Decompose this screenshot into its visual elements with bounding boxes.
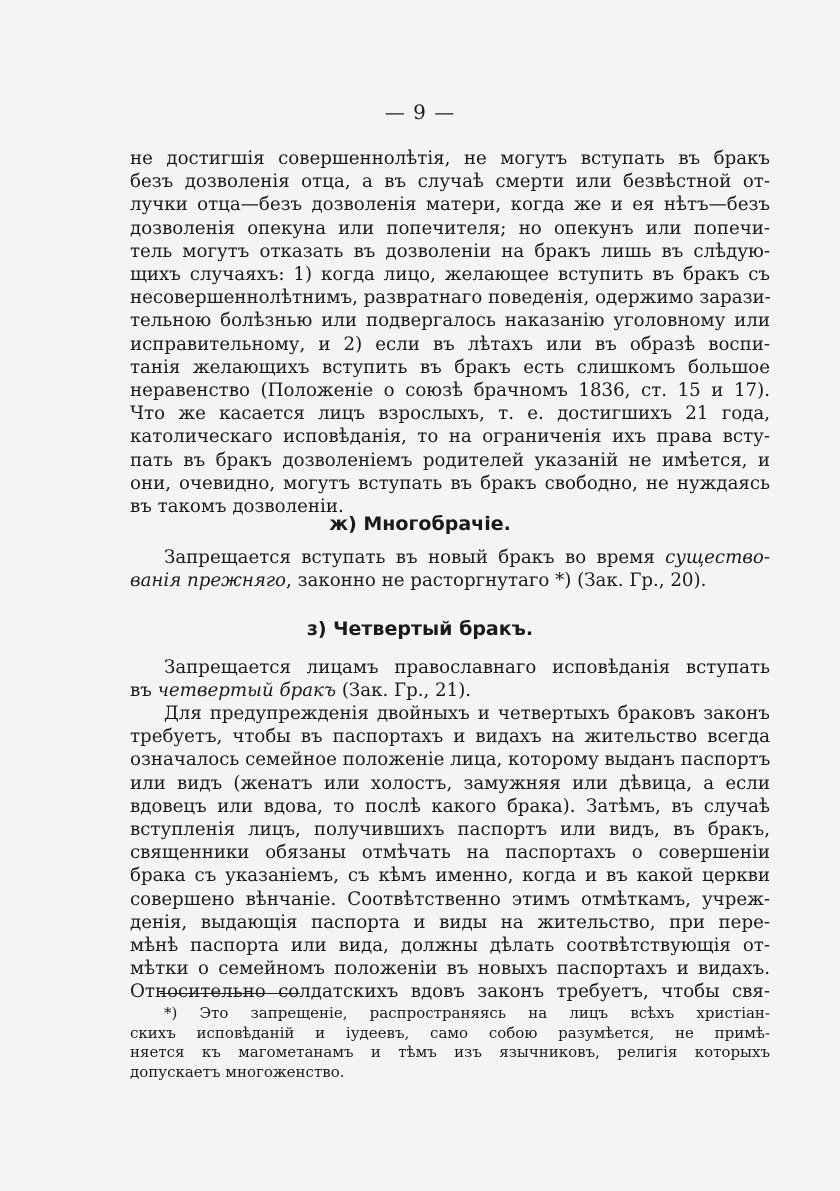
paragraph-fourth-marriage [130, 656, 770, 702]
text-line: ванія прежняго, законно не расторгнутаго *) (Зак. Гр., 20). [130, 570, 707, 592]
text-line: требуетъ, чтобы въ паспортахъ и видахъ на жительство всегда [130, 726, 770, 748]
footnote-line: *) Это запрещеніе, распространяясь на лицъ всѣхъ христіан- [164, 1004, 770, 1022]
footnote-line: няется къ магометанамъ и тѣмъ изъ язычниковъ, религія которыхъ [130, 1043, 770, 1061]
paragraph-consent [130, 147, 770, 518]
text-line: денія, выдающія паспорта и виды на жительство, при пере- [130, 911, 770, 933]
text-line: Для предупрежденія двойныхъ и четвертыхъ браковъ законъ [164, 703, 770, 724]
paragraph-polygamy [130, 546, 770, 592]
text-line: или видъ (женатъ или холостъ, замужняя или дѣвица, а если [130, 772, 770, 794]
text-line: въ такомъ дозволеніи. [130, 496, 344, 518]
section-heading-fourth-marriage: з) Четвертый бракъ. [306, 618, 534, 640]
text-line: Что же касается лицъ взрослыхъ, т. е. достигшихъ 21 года, [130, 403, 770, 425]
text-line: мѣтки о семейномъ положеніи въ новыхъ паспортахъ и видахъ. [130, 958, 770, 980]
page-number: — 9 — [384, 100, 456, 124]
text-line: несовершеннолѣтнимъ, развратнаго поведенія, одержимо зарази- [130, 287, 771, 309]
footnote-line: допускаетъ многоженство. [130, 1062, 345, 1081]
text-line: безъ дозволенія отца, а въ случаѣ смерти или безвѣстной от- [130, 171, 770, 193]
text-line: вступленія лицъ, получившихъ паспортъ или видъ, въ бракъ, [130, 819, 770, 841]
text-line: означалось семейное положеніе лица, которому выданъ паспортъ [130, 749, 771, 771]
text-line: тельною болѣзнью или подвергалось наказанію уголовному или [130, 310, 770, 332]
text-line: Запрещается лицамъ православнаго исповѣданія вступать [164, 657, 770, 678]
footnote-line: скихъ исповѣданій и іудеевъ, само собою разумѣется, не примѣ- [130, 1023, 770, 1042]
text-line: въ четвертый бракъ (Зак. Гр., 21). [130, 680, 472, 702]
text-line: не достигшія совершеннолѣтія, не могутъ вступать въ бракъ [130, 148, 770, 169]
text-line: священники обязаны отмѣчать на паспортахъ о совершеніи [130, 842, 770, 864]
footnote-divider [160, 993, 300, 994]
text-line: лучки отца—безъ дозволенія матери, когда же и ея нѣтъ—безъ [130, 194, 770, 216]
text-line: дозволенія опекуна или попечителя; но опекунъ или попечи- [130, 217, 770, 239]
text-line: пать въ бракъ дозволеніемъ родителей указаній не имѣется, и [130, 449, 770, 471]
text-line: вдовецъ или вдова, то послѣ какого брака). Затѣмъ, въ случаѣ [130, 795, 770, 817]
italic-text: четвертый бракъ [157, 680, 337, 702]
text-line: щихъ случаяхъ: 1) когда лицо, желающее вступить въ бракъ съ [130, 264, 770, 286]
paragraph-passports [130, 702, 770, 1004]
italic-text: ванія прежняго [130, 570, 287, 592]
text-line: исправительному, и 2) если въ лѣтахъ или въ образѣ воспи- [130, 333, 770, 355]
italic-text: существо- [665, 547, 770, 568]
section-heading-polygamy: ж) Многобрачіе. [329, 513, 511, 535]
text-line: Относительно солдатскихъ вдовъ законъ требуетъ, чтобы свя- [130, 981, 770, 1003]
text-line: католическаго исповѣданія, то на ограниченія ихъ права всту- [130, 426, 770, 448]
footnote [130, 1004, 770, 1082]
text-line: танія желающихъ вступить въ бракъ есть слишкомъ большое [130, 356, 770, 378]
text-line: они, очевидно, могутъ вступать въ бракъ свободно, не нуждаясь [130, 472, 770, 494]
text-line: мѣнѣ паспорта или вида, должны дѣлать соотвѣтствующія от- [130, 935, 770, 957]
text-line: тель могутъ отказать въ дозволеніи на бракъ лишь въ слѣдую- [130, 240, 770, 262]
text-line: совершено вѣнчаніе. Соотвѣтственно этимъ отмѣткамъ, учреж- [130, 888, 770, 910]
text-line: брака съ указаніемъ, съ кѣмъ именно, когда и въ какой церкви [130, 865, 770, 887]
text-line: Запрещается вступать въ новый бракъ во время существо- [164, 547, 770, 568]
text-line: неравенство (Положеніе о союзѣ брачномъ 1836, ст. 15 и 17). [130, 380, 770, 402]
